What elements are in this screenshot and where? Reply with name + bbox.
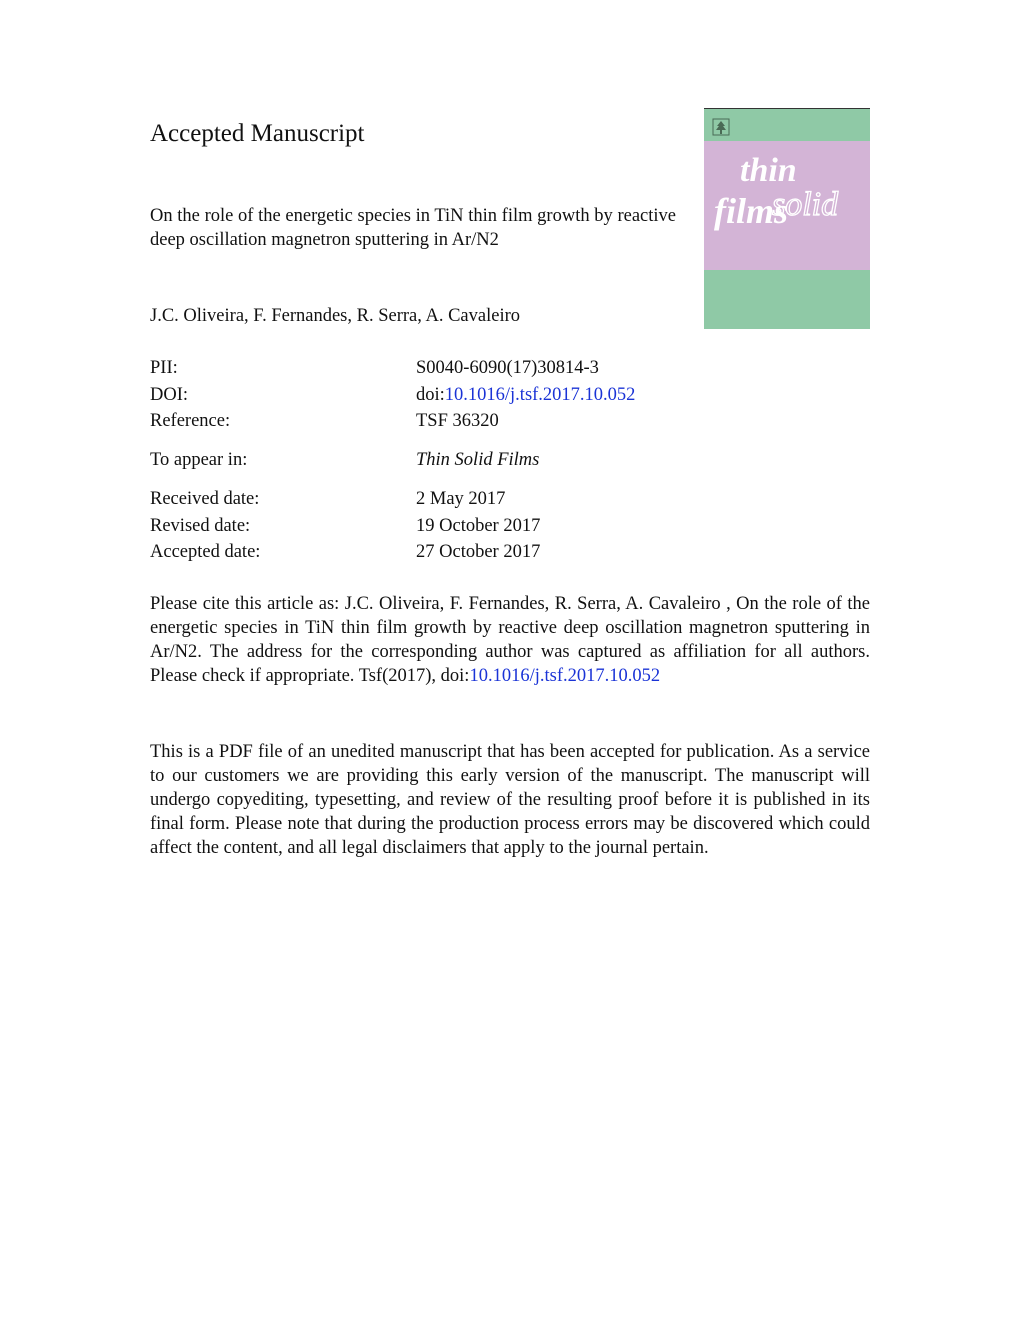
accepted-date-value: 27 October 2017	[416, 542, 541, 562]
received-date-label: Received date:	[150, 489, 260, 509]
journal-cover-image	[704, 108, 870, 329]
revised-date-value: 19 October 2017	[416, 516, 541, 536]
accepted-date-label: Accepted date:	[150, 542, 261, 562]
reference-label: Reference:	[150, 411, 231, 431]
cover-journal-title	[704, 141, 870, 270]
citation-text: Please cite this article as: J.C. Oliveira, F. Fernandes, R. Serra, A. Cavaleiro , On the role of the energetic species in TiN thin film growth by reactive deep oscillation magnetron sputtering in Ar/N2. The address for the corresponding author was captured as affiliation for all authors. Please check if appropriate. Tsf(2017), doi:	[150, 594, 870, 686]
cover-title-line1: thin	[740, 152, 797, 189]
pii-row	[150, 356, 750, 380]
appear-in-row	[150, 448, 750, 472]
reference-value: TSF 36320	[416, 411, 499, 431]
revised-date-label: Revised date:	[150, 516, 251, 536]
appear-in-label: To appear in:	[150, 450, 248, 470]
cover-title-line2: solid	[772, 186, 839, 223]
page-heading: Accepted Manuscript	[150, 120, 365, 147]
doi-row	[150, 383, 750, 407]
cover-title-band	[704, 141, 870, 270]
cover-title-line3: films	[714, 191, 789, 231]
journal-name: Thin Solid Films	[416, 450, 540, 470]
doi-value	[416, 383, 750, 407]
article-title: On the role of the energetic species in TiN thin film growth by reactive deep oscillation magnetron sputtering in Ar/N2	[150, 206, 676, 250]
doi-prefix: doi:	[416, 385, 445, 405]
doi-label: DOI:	[150, 385, 189, 405]
received-date-value: 2 May 2017	[416, 489, 506, 509]
pii-value: S0040-6090(17)30814-3	[416, 358, 599, 378]
received-date-row	[150, 487, 750, 511]
elsevier-tree-logo-icon	[711, 117, 731, 137]
disclaimer-paragraph: This is a PDF file of an unedited manuscript that has been accepted for publication. As a service to our customers we are providing this early version of the manuscript. The manuscript will undergo copyediting, typesetting, and review of the resulting proof before it is published in its final form. Please note that during the production process errors may be discovered which could affect the content, and all legal disclaimers that apply to the journal pertain.	[150, 742, 870, 858]
author-list: J.C. Oliveira, F. Fernandes, R. Serra, A. Cavaleiro	[150, 306, 520, 326]
citation-paragraph	[150, 592, 870, 688]
accepted-date-row	[150, 540, 750, 564]
doi-link[interactable]: 10.1016/j.tsf.2017.10.052	[444, 385, 636, 405]
revised-date-row	[150, 514, 750, 538]
pii-label: PII:	[150, 358, 178, 378]
citation-doi-link[interactable]: 10.1016/j.tsf.2017.10.052	[469, 666, 661, 686]
reference-row	[150, 409, 750, 433]
